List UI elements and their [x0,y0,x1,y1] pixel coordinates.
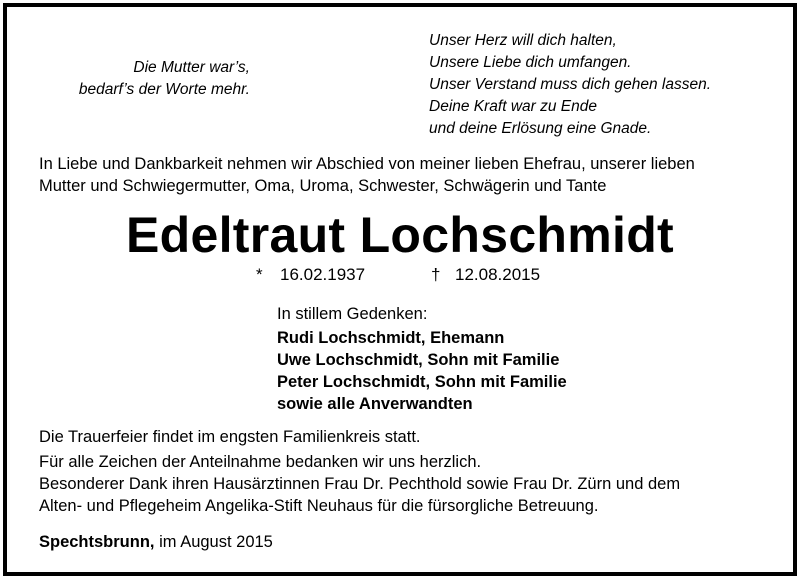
mourners-block [277,303,677,415]
mourner-name: Uwe Lochschmidt, Sohn mit Familie [277,351,560,369]
place-date [39,531,273,553]
left-quote-line: Die Mutter war’s, [133,59,250,76]
poem-line: und deine Erlösung eine Gnade. [429,120,652,137]
intro-line: Mutter und Schwiegermutter, Oma, Uroma, Schwester, Schwägerin und Tante [39,177,607,195]
poem-line: Unsere Liebe dich umfangen. [429,54,632,71]
date-text: im August 2015 [159,533,273,551]
poem-line: Unser Herz will dich halten, [429,32,617,49]
birth-date-value: 16.02.1937 [280,265,366,284]
deceased-name: Edeltraut Lochschmidt [125,207,675,263]
right-poem [429,30,769,140]
left-quote-line: bedarf’s der Worte mehr. [78,81,250,98]
death-date [431,264,540,286]
intro-text [39,153,769,197]
birth-date [256,264,365,286]
closing-line: Die Trauerfeier findet im engsten Familienkreis statt. [39,428,421,446]
closing-line: Für alle Zeichen der Anteilnahme bedanken wir uns herzlich. [39,453,482,471]
mourner-name: Rudi Lochschmidt, Ehemann [277,329,505,347]
death-cross-icon: † [431,265,441,284]
mourner-name: Peter Lochschmidt, Sohn mit Familie [277,373,567,391]
closing-line: Alten- und Pflegeheim Angelika-Stift Neuhaus für die fürsorgliche Betreuung. [39,497,599,515]
poem-line: Unser Verstand muss dich gehen lassen. [429,76,712,93]
mourners-label: In stillem Gedenken: [277,305,428,323]
mourner-name: sowie alle Anverwandten [277,395,473,413]
closing-text [39,426,769,517]
death-date-value: 12.08.2015 [455,265,541,284]
poem-line: Deine Kraft war zu Ende [429,98,598,115]
intro-line: In Liebe und Dankbarkeit nehmen wir Abschied von meiner lieben Ehefrau, unserer lieben [39,155,695,173]
left-quote [60,57,250,101]
birth-star-icon: * [256,265,263,284]
place-name: Spechtsbrunn, [39,533,155,551]
closing-line: Besonderer Dank ihren Hausärztinnen Frau Dr. Pechthold sowie Frau Dr. Zürn und dem [39,475,681,493]
